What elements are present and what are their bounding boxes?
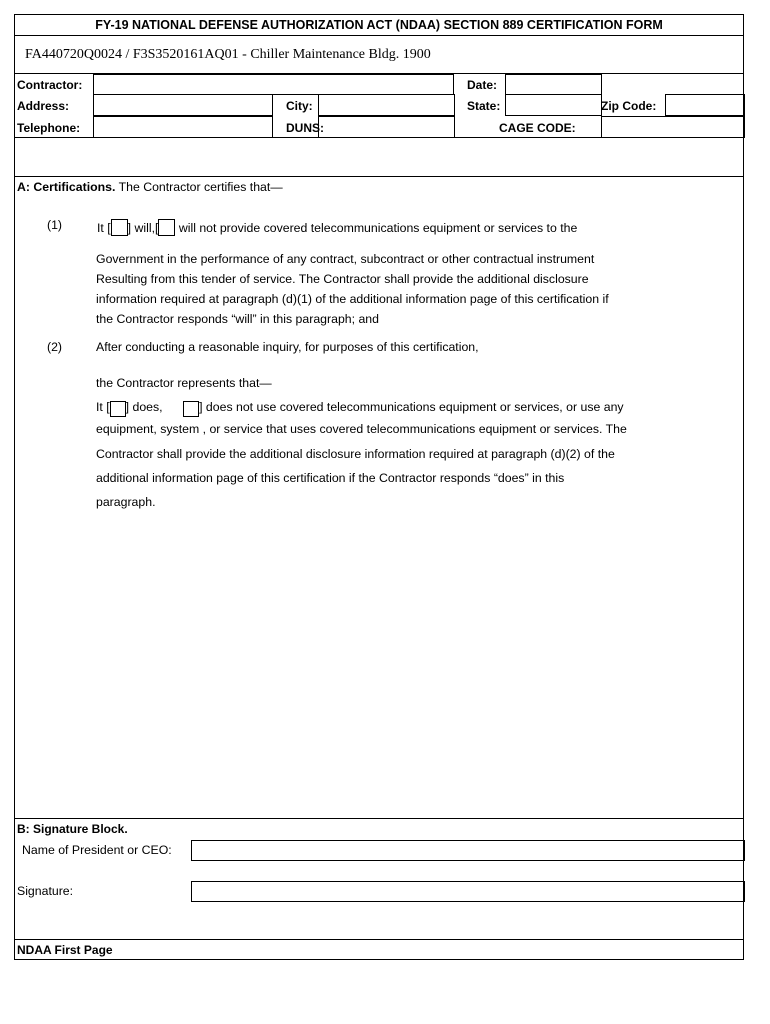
address-field[interactable] <box>93 94 273 116</box>
will-label: ] will,[ <box>127 221 159 235</box>
city-field[interactable] <box>318 94 455 116</box>
date-field[interactable] <box>505 74 602 95</box>
zip-code-field[interactable] <box>665 94 745 116</box>
item-2-line-6: paragraph. <box>96 495 156 509</box>
item-1-line-3: information required at paragraph (d)(1) of the additional information page of this certification if <box>96 292 609 306</box>
does-not-label: ] does not use covered telecommunications equipment or services, or use any <box>199 400 624 414</box>
item-2-line-1: After conducting a reasonable inquiry, for purposes of this certification, <box>96 340 479 354</box>
section-a-intro: The Contractor certifies that— <box>118 180 283 194</box>
state-field[interactable] <box>505 94 602 116</box>
item-2-choice-line <box>96 397 624 417</box>
certification-form <box>14 14 744 960</box>
item-2-line-2: the Contractor represents that— <box>96 376 272 390</box>
duns-label: DUNS: <box>286 121 324 135</box>
section-b-heading: B: Signature Block. <box>17 822 128 836</box>
date-label: Date: <box>467 78 498 92</box>
address-label: Address: <box>17 99 70 113</box>
contractor-label: Contractor: <box>17 78 83 92</box>
name-ceo-label: Name of President or CEO: <box>22 843 172 857</box>
signature-field[interactable] <box>191 881 745 902</box>
item-1-number: (1) <box>47 218 63 232</box>
name-ceo-field[interactable] <box>191 840 745 861</box>
will-not-checkbox[interactable] <box>158 219 175 236</box>
item-1-line-2: Resulting from this tender of service. The Contractor shall provide the additional disclosure <box>96 272 589 286</box>
item-1-it-text: It [ <box>97 221 111 235</box>
item-2-line-3: equipment, system , or service that uses covered telecommunications equipment or services. The <box>96 422 627 436</box>
section-a-heading <box>17 177 283 197</box>
zip-code-label: Zip Code: <box>601 99 657 113</box>
telephone-field[interactable] <box>93 116 273 138</box>
signature-label: Signature: <box>17 884 74 898</box>
cage-code-label: CAGE CODE: <box>499 121 576 135</box>
item-2-line-5: additional information page of this certification if the Contractor responds “does” in this <box>96 471 565 485</box>
state-label: State: <box>467 99 501 113</box>
does-label: ] does, <box>125 400 163 414</box>
will-checkbox[interactable] <box>111 219 128 236</box>
item-2-line-4: Contractor shall provide the additional disclosure information required at paragraph (d)(2) of the <box>96 447 615 461</box>
cage-code-field[interactable] <box>601 116 745 138</box>
duns-field[interactable] <box>318 116 455 138</box>
telephone-label: Telephone: <box>17 121 81 135</box>
item-1-line-1: Government in the performance of any contract, subcontract or other contractual instrument <box>96 252 595 266</box>
item-2-number: (2) <box>47 340 63 354</box>
does-checkbox[interactable] <box>110 401 126 417</box>
footer-divider <box>15 939 743 940</box>
form-title: FY-19 NATIONAL DEFENSE AUTHORIZATION ACT (NDAA) SECTION 889 CERTIFICATION FORM <box>15 15 743 36</box>
does-not-checkbox[interactable] <box>183 401 199 417</box>
city-label: City: <box>286 99 313 113</box>
project-reference: FA440720Q0024 / F3S3520161AQ01 - Chiller Maintenance Bldg. 1900 <box>15 35 743 74</box>
item-1-choice-line <box>97 218 577 238</box>
item-2-it-text: It [ <box>96 400 110 414</box>
grid-divider <box>15 137 743 138</box>
contractor-field[interactable] <box>93 74 454 95</box>
section-a-title: A: Certifications. <box>17 180 116 194</box>
item-1-line-4: the Contractor responds “will” in this paragraph; and <box>96 312 379 326</box>
will-not-label: will not provide covered telecommunications equipment or services to the <box>178 221 578 235</box>
page-footer: NDAA First Page <box>17 943 113 957</box>
